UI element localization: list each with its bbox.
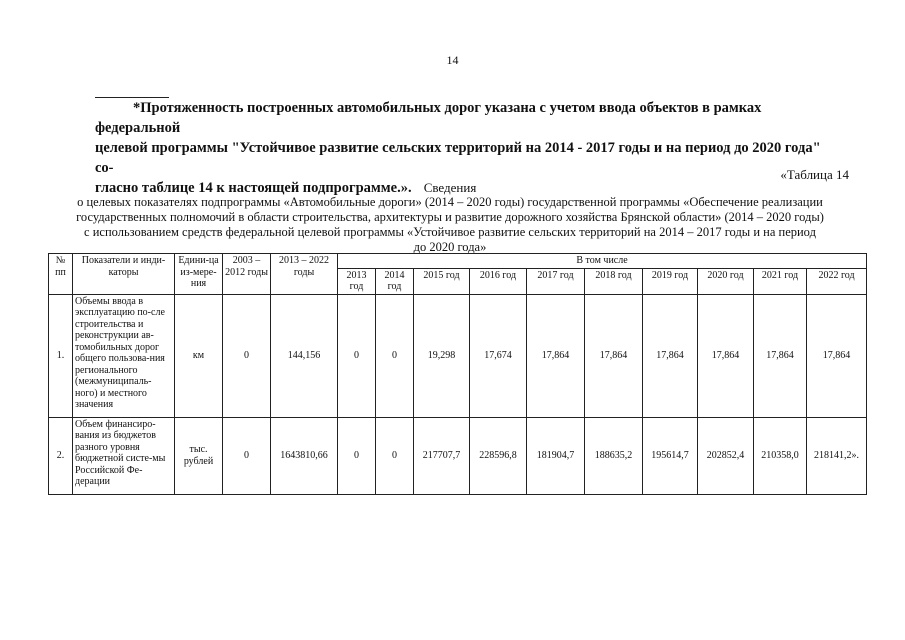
heading-line: о целевых показателях подпрограммы «Автомобильные дороги» (2014 – 2020 годы) государственной программы «Обеспечение реализации bbox=[77, 195, 823, 209]
row-year-value: 17,864 bbox=[698, 294, 754, 417]
row-year-value: 17,864 bbox=[643, 294, 698, 417]
footnote-line: гласно таблице 14 к настоящей подпрограмме.». bbox=[95, 180, 412, 196]
table-heading bbox=[40, 180, 860, 255]
footnote-line: целевой программы "Устойчивое развитие сельских территорий на 2014 - 2017 годы и на период до 2020 года" со- bbox=[95, 140, 821, 176]
row-year-value: 0 bbox=[376, 294, 414, 417]
header-year: 2016 год bbox=[470, 268, 527, 294]
header-year: 2019 год bbox=[643, 268, 698, 294]
header-year: 2015 год bbox=[414, 268, 470, 294]
row-year-value: 17,674 bbox=[470, 294, 527, 417]
heading-line: до 2020 года» bbox=[413, 240, 487, 254]
row-year-value: 188635,2 bbox=[585, 417, 643, 494]
row-year-value: 210358,0 bbox=[754, 417, 807, 494]
row-indicator: Объемы ввода в эксплуатацию по-сле строительства и реконструкции ав-томобильных дорог общего пользова-ния регионального (межмуниципаль-ного) и местного значения bbox=[73, 294, 175, 417]
row-year-value: 181904,7 bbox=[527, 417, 585, 494]
header-num: № пп bbox=[49, 254, 73, 295]
row-year-value: 218141,2». bbox=[807, 417, 867, 494]
row-year-value: 17,864 bbox=[807, 294, 867, 417]
row-num: 1. bbox=[49, 294, 73, 417]
row-year-value: 0 bbox=[338, 294, 376, 417]
header-including: В том числе bbox=[338, 254, 867, 269]
table-row bbox=[49, 294, 867, 417]
table-reference: «Таблица 14 bbox=[780, 167, 849, 182]
header-year: 2021 год bbox=[754, 268, 807, 294]
row-year-value: 17,864 bbox=[754, 294, 807, 417]
indicators-table bbox=[48, 253, 867, 495]
heading-line: государственных полномочий в области строительства, архитектуры и развитие дорожного хозяйства Брянской области» (2014 – 2020 годы) bbox=[76, 210, 824, 224]
header-indicator: Показатели и инди-каторы bbox=[73, 254, 175, 295]
row-year-value: 195614,7 bbox=[643, 417, 698, 494]
heading-line: с использованием средств федеральной целевой программы «Устойчивое развитие сельских территорий на 2014 – 2017 годы и на период bbox=[84, 225, 816, 239]
header-year: 2018 год bbox=[585, 268, 643, 294]
header-year: 2013 год bbox=[338, 268, 376, 294]
header-2003-2012: 2003 – 2012 годы bbox=[223, 254, 271, 295]
row-year-value: 17,864 bbox=[527, 294, 585, 417]
row-2013-2022: 144,156 bbox=[271, 294, 338, 417]
row-year-value: 17,864 bbox=[585, 294, 643, 417]
row-num: 2. bbox=[49, 417, 73, 494]
row-year-value: 202852,4 bbox=[698, 417, 754, 494]
footnote-line: *Протяженность построенных автомобильных дорог указана с учетом ввода объектов в рамках федеральной bbox=[95, 100, 762, 136]
row-year-value: 0 bbox=[338, 417, 376, 494]
row-year-value: 228596,8 bbox=[470, 417, 527, 494]
header-2013-2022: 2013 – 2022 годы bbox=[271, 254, 338, 295]
table-row bbox=[49, 417, 867, 494]
header-year: 2017 год bbox=[527, 268, 585, 294]
header-unit: Едини-ца из-мере-ния bbox=[175, 254, 223, 295]
row-year-value: 0 bbox=[376, 417, 414, 494]
row-year-value: 19,298 bbox=[414, 294, 470, 417]
header-year: 2014 год bbox=[376, 268, 414, 294]
row-indicator: Объем финансиро-вания из бюджетов разного уровня бюджетной систе-мы Российской Фе-дерации bbox=[73, 417, 175, 494]
row-unit: км bbox=[175, 294, 223, 417]
row-2013-2022: 1643810,66 bbox=[271, 417, 338, 494]
row-year-value: 217707,7 bbox=[414, 417, 470, 494]
header-row bbox=[49, 254, 867, 269]
row-2003-2012: 0 bbox=[223, 417, 271, 494]
header-year: 2020 год bbox=[698, 268, 754, 294]
page-number: 14 bbox=[446, 53, 459, 67]
row-unit: тыс. рублей bbox=[175, 417, 223, 494]
row-2003-2012: 0 bbox=[223, 294, 271, 417]
header-year: 2022 год bbox=[807, 268, 867, 294]
heading-title: Сведения bbox=[423, 180, 477, 195]
